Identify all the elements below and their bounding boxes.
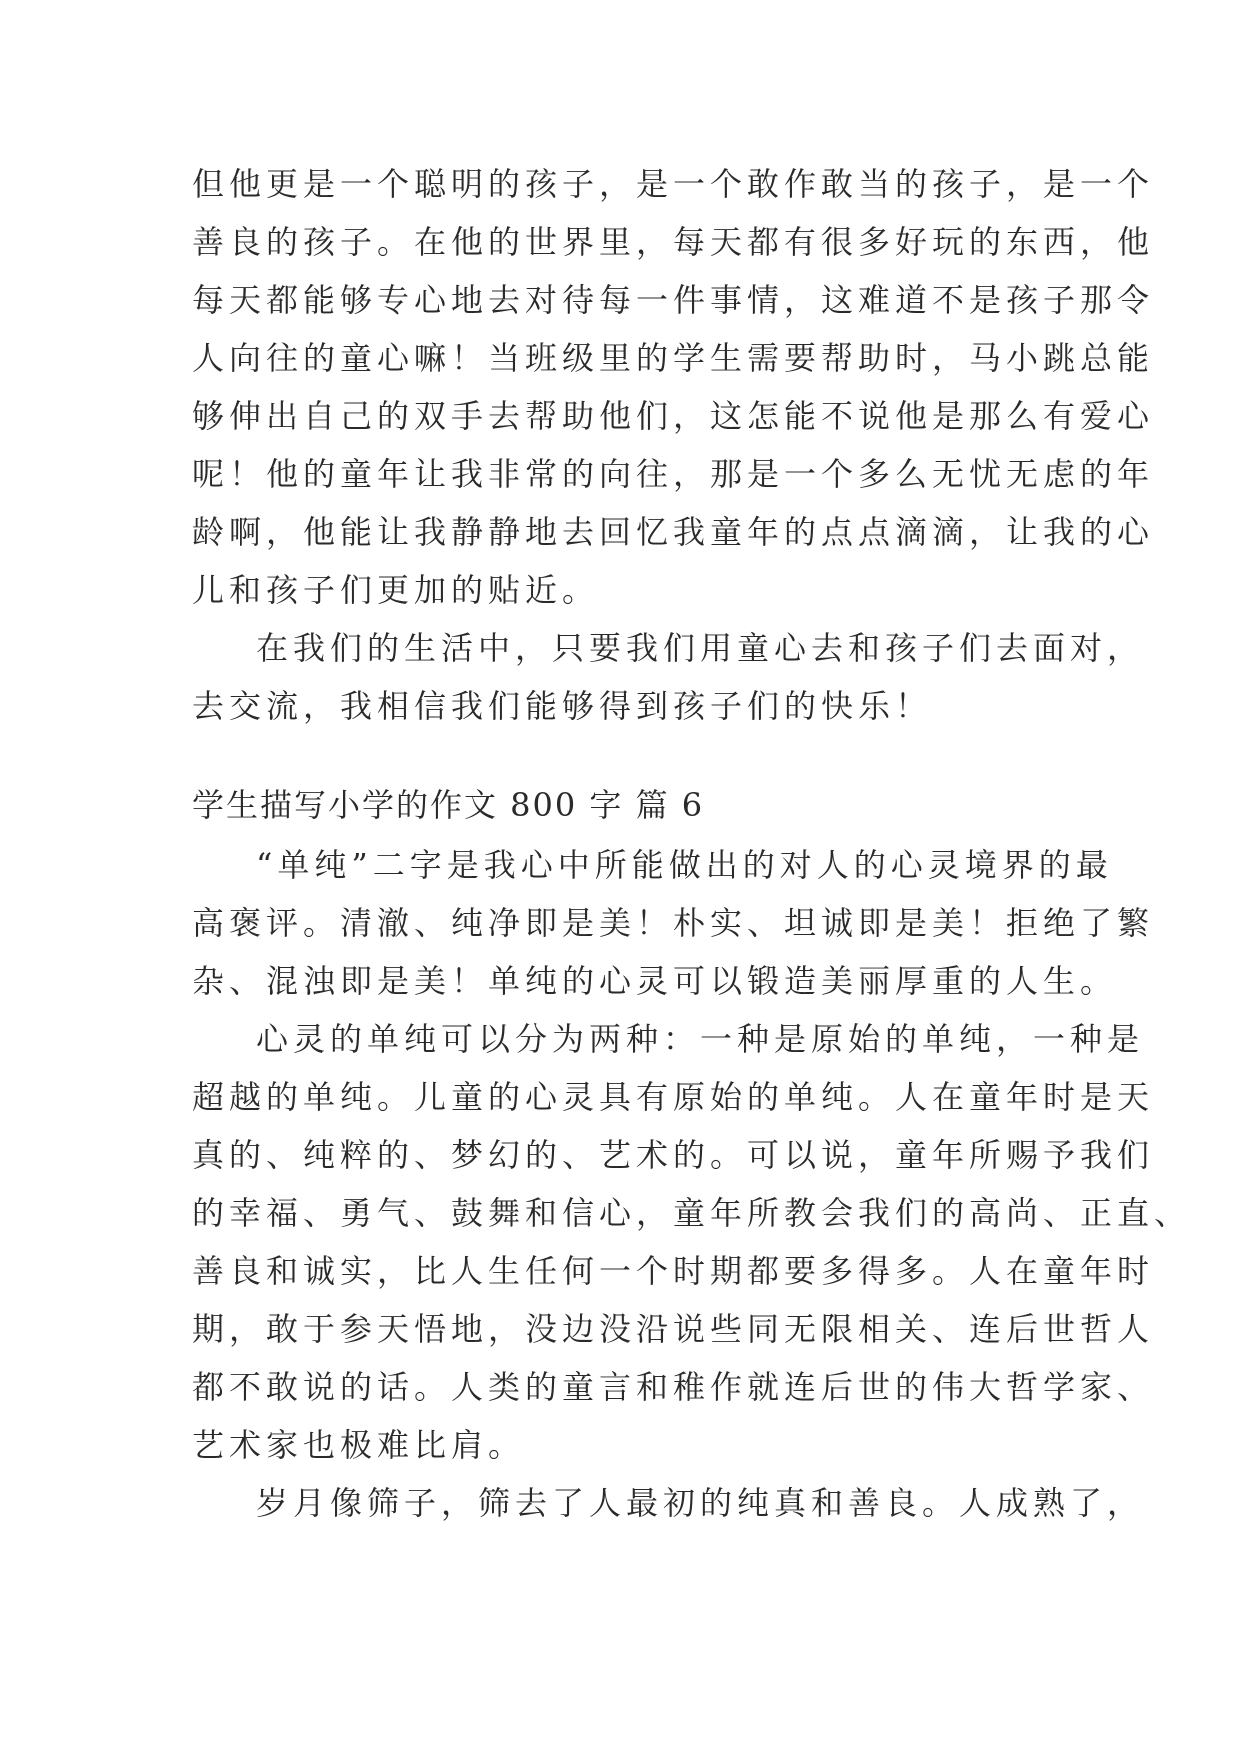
text-line: 人向往的童心嘛！当班级里的学生需要帮助时，马小跳总能	[192, 339, 1155, 377]
text-line: 岁月像筛子，筛去了人最初的纯真和善良。人成熟了，	[256, 1484, 1145, 1522]
text-line: 善良的孩子。在他的世界里，每天都有很多好玩的东西，他	[192, 223, 1155, 261]
text-line: 儿和孩子们更加的贴近。	[192, 571, 600, 609]
text-line: 期，敢于参天悟地，没边没沿说些同无限相关、连后世哲人	[192, 1310, 1155, 1348]
text-line: 艺术家也极难比肩。	[192, 1426, 526, 1464]
text-line: 真的、纯粹的、梦幻的、艺术的。可以说，童年所赐予我们	[192, 1136, 1155, 1174]
text-line: 高褒评。清澈、纯净即是美！朴实、坦诚即是美！拒绝了繁	[192, 904, 1155, 942]
text-line: 但他更是一个聪明的孩子，是一个敢作敢当的孩子，是一个	[192, 165, 1155, 203]
section-heading: 学生描写小学的作文 800 字 篇 6	[192, 786, 705, 824]
text-line: 的幸福、勇气、鼓舞和信心，童年所教会我们的高尚、正直、	[192, 1194, 1192, 1232]
text-line: 龄啊，他能让我静静地去回忆我童年的点点滴滴，让我的心	[192, 513, 1155, 551]
text-line: 呢！他的童年让我非常的向往，那是一个多么无忧无虑的年	[192, 455, 1155, 493]
text-line: 都不敢说的话。人类的童言和稚作就连后世的伟大哲学家、	[192, 1368, 1155, 1406]
text-line: 去交流，我相信我们能够得到孩子们的快乐！	[192, 687, 933, 725]
text-line: “单纯”二字是我心中所能做出的对人的心灵境界的最	[256, 846, 1113, 884]
text-line: 在我们的生活中，只要我们用童心去和孩子们去面对，	[256, 629, 1145, 667]
text-line: 够伸出自己的双手去帮助他们，这怎能不说他是那么有爱心	[192, 397, 1155, 435]
text-line: 超越的单纯。儿童的心灵具有原始的单纯。人在童年时是天	[192, 1078, 1155, 1116]
text-line: 每天都能够专心地去对待每一件事情，这难道不是孩子那令	[192, 281, 1155, 319]
text-line: 杂、混浊即是美！单纯的心灵可以锻造美丽厚重的人生。	[192, 962, 1118, 1000]
text-line: 善良和诚实，比人生任何一个时期都要多得多。人在童年时	[192, 1252, 1155, 1290]
text-line: 心灵的单纯可以分为两种：一种是原始的单纯，一种是	[256, 1020, 1145, 1058]
